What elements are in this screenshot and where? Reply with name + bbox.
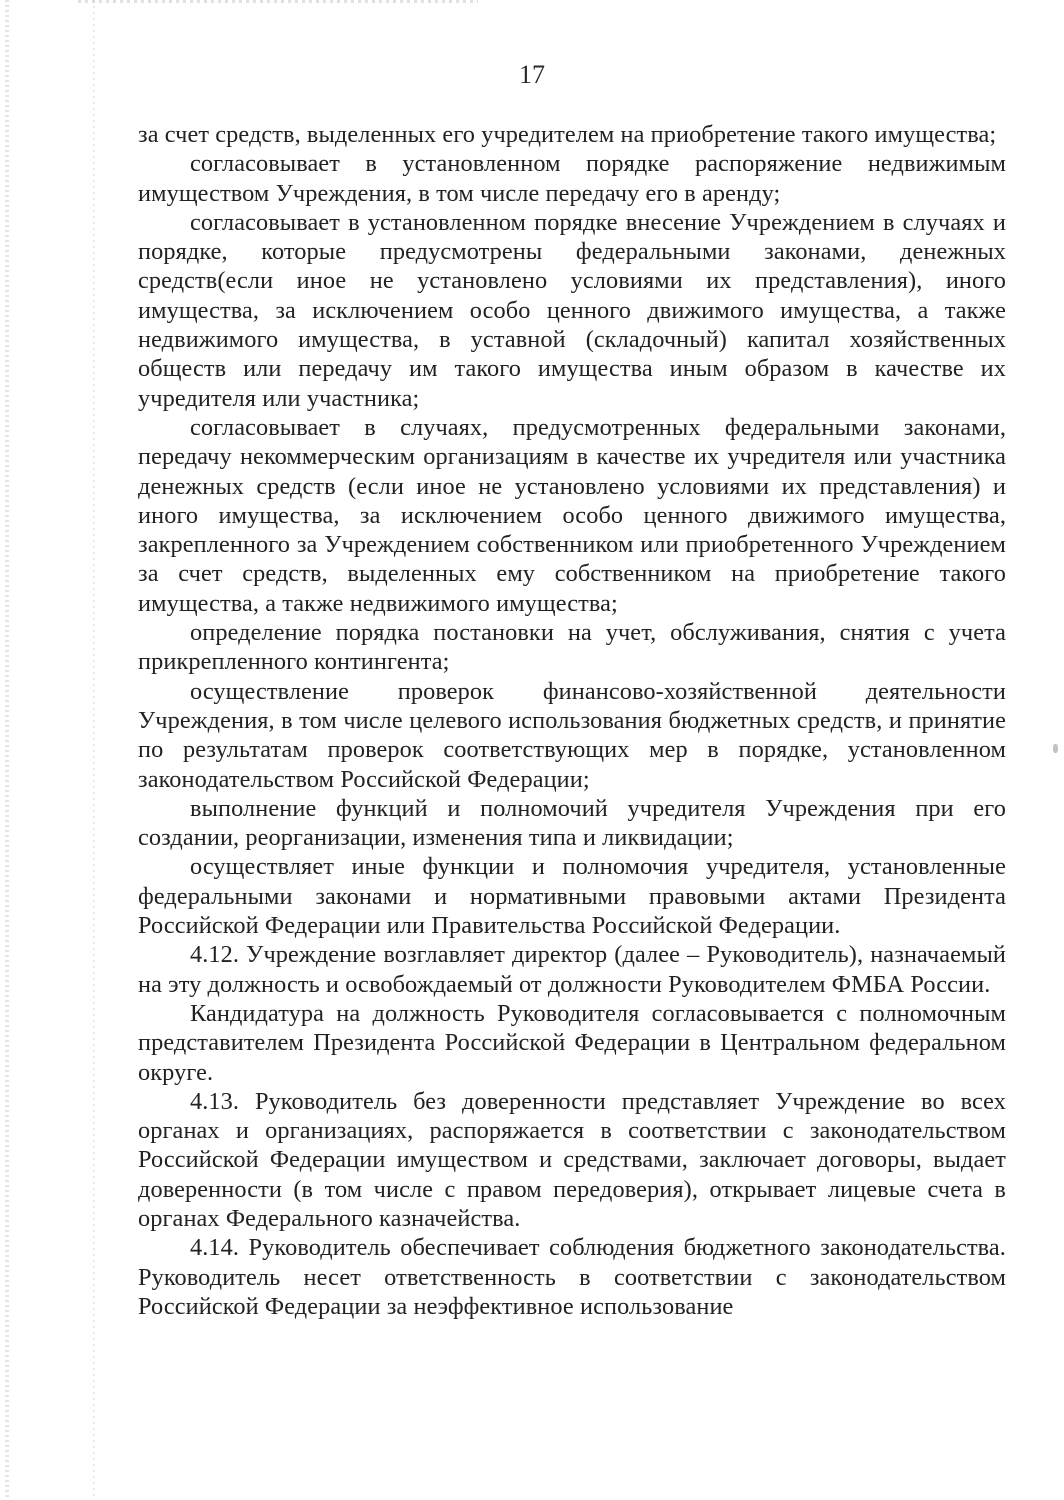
- page-number: 17: [519, 60, 545, 89]
- document-body: [138, 120, 1006, 1321]
- paragraph: согласовывает в установленном порядке распоряжение недвижимым имуществом Учреждения, в том числе передачу его в аренду;: [138, 150, 1006, 207]
- section-4-14: 4.14. Руководитель обеспечивает соблюдения бюджетного законодательства. Руководитель несет ответственность в соответствии с законодательством Российской Федерации за неэффективное использование: [138, 1234, 1006, 1320]
- section-4-12: 4.12. Учреждение возглавляет директор (далее – Руководитель), назначаемый на эту должность и освобождаемый от должности Руководителем ФМБА России.: [138, 941, 1006, 998]
- scan-edge-artifact: [5, 0, 9, 1500]
- paragraph: согласовывает в случаях, предусмотренных федеральными законами, передачу некоммерческим организациям в качестве их учредителя или участника денежных средств (если иное не установлено условиями их представления) и иного имущества, за исключением особо ценного движимого имущества, закрепленного за Учреждением собственником или приобретенного Учреждением за счет средств, выделенных ему собственником на приобретение такого имущества, а также недвижимого имущества;: [138, 413, 1006, 617]
- scan-edge-artifact: [78, 0, 478, 3]
- paragraph: за счет средств, выделенных его учредителем на приобретение такого имущества;: [138, 121, 997, 148]
- scan-speck: [1053, 744, 1058, 753]
- paragraph: осуществляет иные функции и полномочия учредителя, установленные федеральными законами и нормативными правовыми актами Президента Российской Федерации или Правительства Российской Федерации.: [138, 853, 1006, 940]
- paragraph: согласовывает в установленном порядке внесение Учреждением в случаях и порядке, которые предусмотрены федеральными законами, денежных средств(если иное не установлено условиями их представления), иного имущества, за исключением особо ценного движимого имущества, а также недвижимого имущества, в уставной (складочный) капитал хозяйственных обществ или передачу им такого имущества иным образом в качестве их учредителя или участника;: [138, 208, 1006, 412]
- section-4-13: 4.13. Руководитель без доверенности представляет Учреждение во всех органах и организациях, распоряжается в соответствии с законодательством Российской Федерации имуществом и средствами, заключает договоры, выдает доверенности (в том числе с правом передоверия), открывает лицевые счета в органах Федерального казначейства.: [138, 1087, 1006, 1232]
- paragraph: выполнение функций и полномочий учредителя Учреждения при его создании, реорганизации, изменения типа и ликвидации;: [138, 794, 1006, 852]
- paragraph: осуществление проверок финансово-хозяйственной деятельности Учреждения, в том числе целевого использования бюджетных средств, и принятие по результатам проверок соответствующих мер в порядке, установленном законодательством Российской Федерации;: [138, 677, 1006, 793]
- paragraph: определение порядка постановки на учет, обслуживания, снятия с учета прикрепленного контингента;: [138, 619, 1006, 676]
- scan-edge-artifact: [93, 0, 95, 1500]
- paragraph: Кандидатура на должность Руководителя согласовывается с полномочным представителем Президента Российской Федерации в Центральном федеральном округе.: [138, 999, 1006, 1086]
